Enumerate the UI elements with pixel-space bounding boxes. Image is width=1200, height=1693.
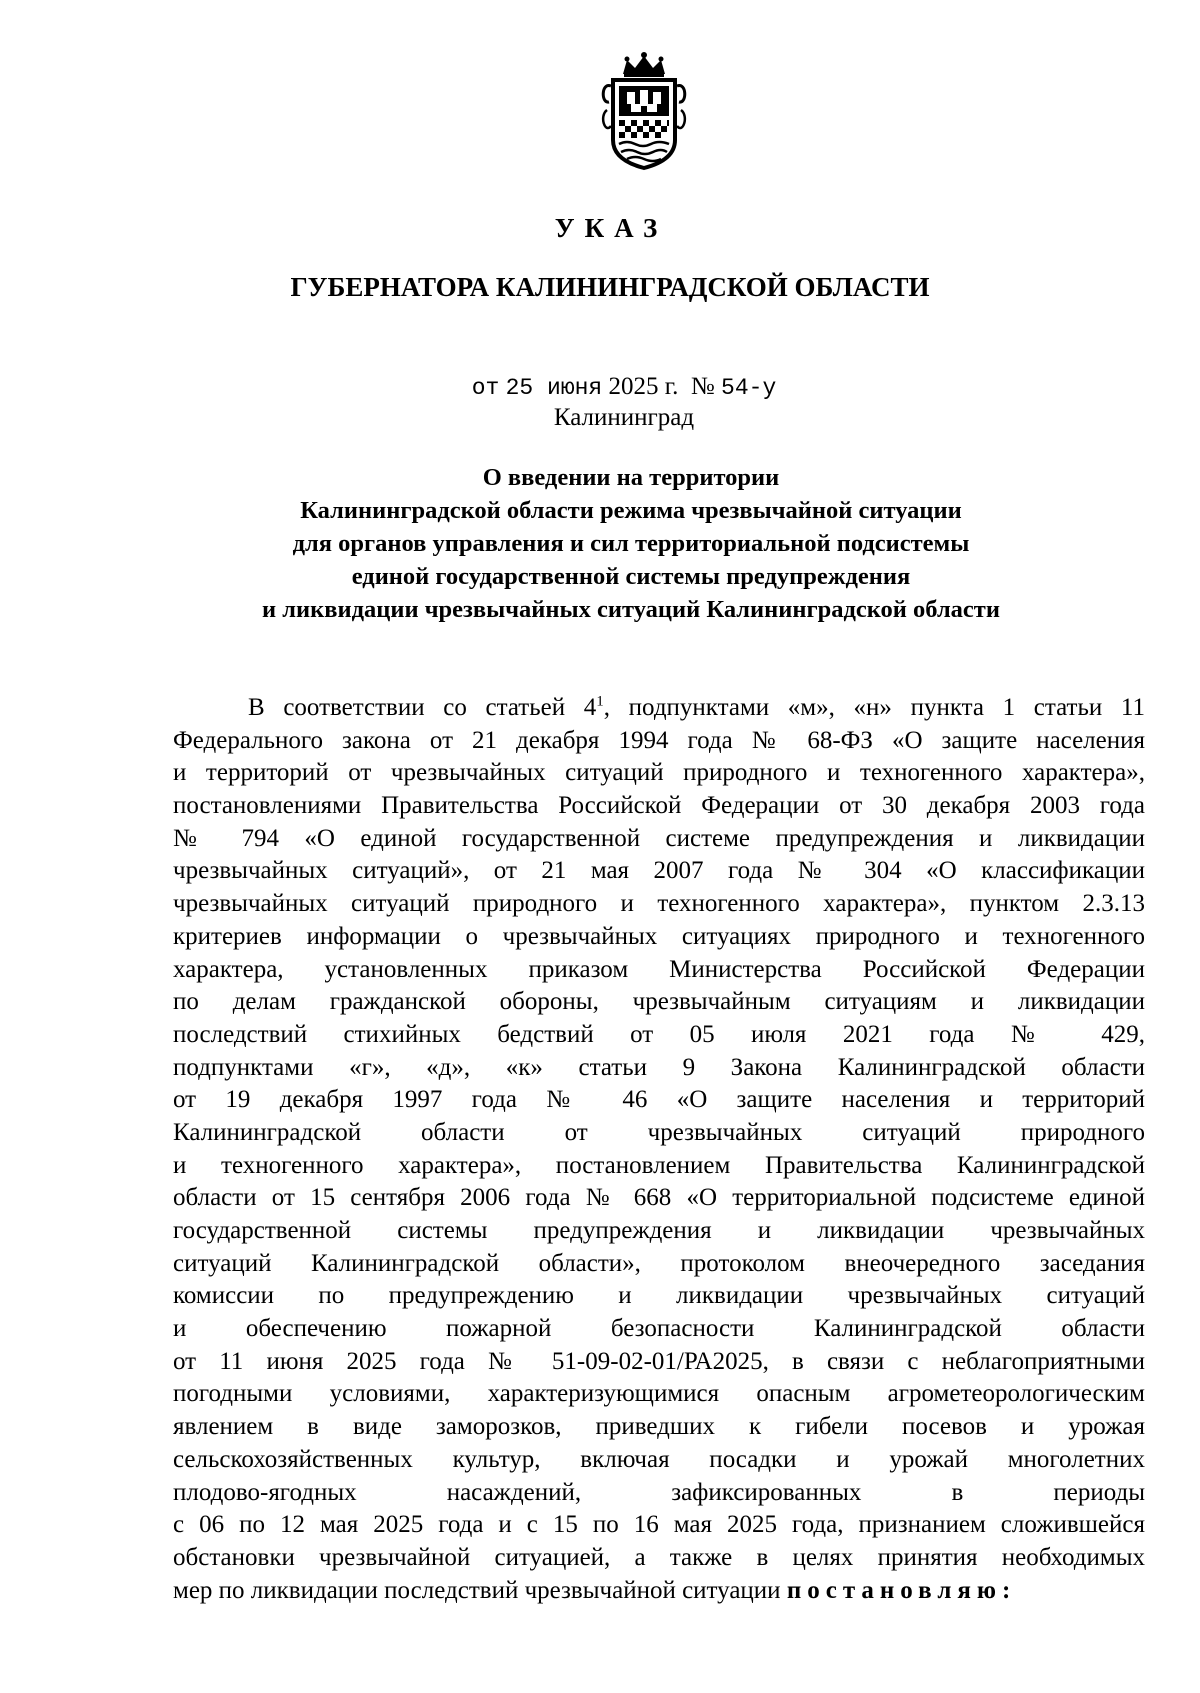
body-line: плодово-ягодных насаждений, зафиксированных в периоды	[173, 1478, 1145, 1506]
body-line: Федерального закона от 21 декабря 1994 года № 68-ФЗ «О защите населения	[173, 726, 1145, 754]
coat-of-arms-icon	[597, 52, 691, 172]
body-text-fragment: В соответствии со статьей 4	[248, 694, 597, 721]
decree-word: постановляю:	[786, 1576, 1017, 1604]
body-line: сельскохозяйственных культур, включая посадки и урожай многолетних	[173, 1445, 1145, 1473]
decree-number: 54-у	[721, 375, 777, 401]
body-line: от 11 июня 2025 года № 51-09-02-01/РА2025, в связи с неблагоприятными	[173, 1347, 1145, 1375]
body-line: с 06 по 12 мая 2025 года и с 15 по 16 мая 2025 года, признанием сложившейся	[173, 1511, 1145, 1539]
body-line: характера, установленных приказом Министерства Российской Федерации	[173, 955, 1145, 983]
body-line: явлением в виде заморозков, приведших к гибели посевов и урожая	[173, 1413, 1145, 1441]
body-text-fragment: мер по ликвидации последствий чрезвычайной ситуации	[173, 1576, 787, 1604]
body-line: чрезвычайных ситуаций природного и техногенного характера», пунктом 2.3.13	[173, 890, 1145, 918]
body-line: чрезвычайных ситуаций», от 21 мая 2007 года № 304 «О классификации	[173, 857, 1145, 885]
body-line	[173, 1575, 1145, 1608]
body-line: ситуаций Калининградской области», протоколом внеочередного заседания	[173, 1249, 1145, 1277]
document-title: УКАЗ	[554, 213, 668, 243]
body-line: обстановки чрезвычайной ситуацией, а также в целях принятия необходимых	[173, 1543, 1145, 1571]
body-line: от 19 декабря 1997 года № 46 «О защите населения и территорий	[173, 1086, 1145, 1114]
body-line: Калининградской области от чрезвычайных ситуаций природного	[173, 1118, 1145, 1146]
article-superscript: 1	[596, 693, 604, 710]
subject-line: для органов управления и сил территориальной подсистемы	[292, 530, 970, 557]
body-line: № 794 «О единой государственной системе предупреждения и ликвидации	[173, 824, 1145, 852]
body-line: по делам гражданской обороны, чрезвычайным ситуациям и ликвидации	[173, 988, 1145, 1016]
decree-date-number	[0, 373, 1200, 401]
decree-body	[173, 692, 1145, 1607]
body-line: области от 15 сентября 2006 года № 668 «О территориальной подсистеме единой	[173, 1184, 1145, 1212]
body-line: и территорий от чрезвычайных ситуаций природного и техногенного характера»,	[173, 759, 1145, 787]
body-line: погодными условиями, характеризующимися опасным агрометеорологическим	[173, 1380, 1145, 1408]
subject-line: О введении на территории	[482, 464, 780, 491]
body-line: постановлениями Правительства Российской Федерации от 30 декабря 2003 года	[173, 792, 1145, 820]
subject-line: Калининградской области режима чрезвычайной ситуации	[300, 497, 962, 524]
date-prefix: от	[471, 375, 500, 401]
number-sign: №	[690, 373, 715, 400]
body-line: комиссии по предупреждению и ликвидации чрезвычайных ситуаций	[173, 1282, 1145, 1310]
decree-city: Калининград	[553, 404, 695, 431]
decree-date: 25 июня	[505, 375, 603, 401]
body-line: последствий стихийных бедствий от 05 июля 2021 года № 429,	[173, 1020, 1145, 1048]
body-line: критериев информации о чрезвычайных ситуациях природного и техногенного	[173, 922, 1145, 950]
document-issuer: ГУБЕРНАТОРА КАЛИНИНГРАДСКОЙ ОБЛАСТИ	[290, 272, 930, 302]
body-line: подпунктами «г», «д», «к» статьи 9 Закона Калининградской области	[173, 1053, 1145, 1081]
decree-year: 2025 г.	[608, 373, 679, 400]
subject-line: и ликвидации чрезвычайных ситуаций Калининградской области	[262, 596, 1000, 623]
subject-line: единой государственной системы предупреждения	[351, 563, 911, 590]
body-text-fragment: , подпунктами «м», «н» пункта 1 статьи 11	[603, 694, 1145, 721]
body-line: и обеспечению пожарной безопасности Калининградской области	[173, 1315, 1145, 1343]
body-line: государственной системы предупреждения и ликвидации чрезвычайных	[173, 1217, 1145, 1244]
body-line	[173, 692, 1145, 725]
body-line: и техногенного характера», постановлением Правительства Калининградской	[173, 1151, 1145, 1179]
decree-subject	[0, 461, 1200, 626]
